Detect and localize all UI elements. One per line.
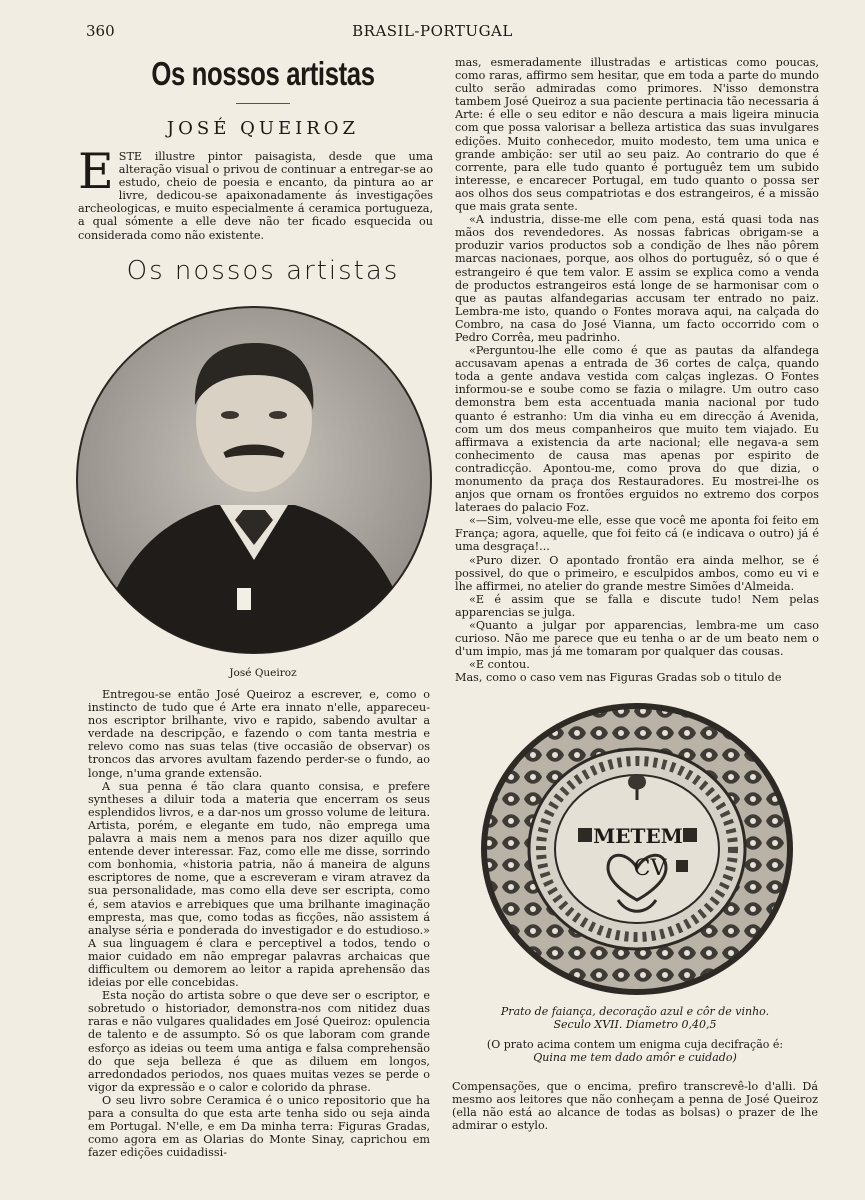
paragraph: Esta noção do artista sobre o que deve ser o escriptor, e sobretudo o historiador, demonstra-nos com nitidez duas raras e não vulgares qualidades em José Queiroz: opulencia de talento e de assumpto. Só os que laboram com grande esforço as ideias ou teem uma antiga e falsa comprehensão do que seja belleza é que as diluem em longos, arredondados periodos, nos quaes muitas vezes se perde o vigor da expressão e o calor e colorido da phrase. [88,989,430,1094]
portrait-caption: José Queiroz [229,667,297,679]
drop-cap: E [78,143,114,200]
paragraph: «E é assim que se falla e discute tudo! Nem pelas apparencias se julga. [455,592,819,619]
article-subtitle: JOSÉ QUEIROZ [166,118,360,139]
intro-text: STE illustre pintor paisagista, desde que uma alteração visual o privou de continuar a entregar-se ao estudo, cheio de poesia e encanto, da pintura ao ar livre, dedicou-se apaixonadamente ás investigações archeologicas, e muito especialmente á ceramica portugueza, a qual sómente a elle deve não ter ficado esquecida ou considerada como não existente. [78,150,433,242]
right-column-body [455,56,819,685]
paragraph: «E contou. [469,658,530,672]
paragraph: Entregou-se então José Queiroz a escrever, e, como o instincto de tudo que é Arte era innato n'elle, appareceu-nos escriptor brilhante, vivo e rapido, sabendo avultar a verdade na descripção, e fazendo o com tanta mestria e relevo como nas suas telas (tive occasião de observar) os troncos das arvores avultam fazendo perder-se o fundo, ao longe, n'uma grande extensão. [88,688,430,780]
paragraph: «Quanto a julgar por apparencias, lembra-me um caso curioso. Não me parece que eu tenha o ar de um beato nem o d'um impio, mas já me tomaram por qualquer das cousas. [455,619,819,659]
article-title: Os nossos artistas [151,55,375,92]
plate-caption-line: (O prato acima contem um enigma cuja decifração é: [486,1038,784,1051]
page-number: 360 [86,22,115,40]
paragraph: Mas, como o caso vem nas Figuras Gradas sob o titulo de [455,671,782,685]
left-column-body [88,688,430,1159]
plate-caption-line: Seculo XVII. Diametro 0,40,5 [553,1018,717,1031]
paragraph: A sua penna é tão clara quanto consisa, e prefere syntheses a diluir toda a materia que encerram os seus esplendidos livros, e a dar-nos um grosso volume de leitura. Artista, porém, e elegante em tudo, não emprega uma palavra a mais nem a menos para nos dizer aquillo que entende dever interessar. Faz, como elle me disse, sorrindo com bonhomia, «historia patria, não á maneira de alguns escriptores de nome, que a escreveram e viram atravez da sua personalidade, mas como ella deve ser escripta, como é, sem atavios e arrebiques que uma brilhante imaginação empresta, mas que, como todas as ficções, não assistem á analyse séria e ponderada do investigador e do estudioso.» A sua linguagem é clara e perceptivel a todos, tendo o maior cuidado em não empregar palavras archaicas que difficultem ou demorem ao leitor a rapida aprehensão das ideias por elle concebidas. [88,779,430,990]
paragraph: «Puro dizer. O apontado frontão era ainda melhor, se é possivel, do que o primeiro, e esculpidos ambos, como eu vi e lhe affirmei, no atelier do grande mestre Simões d'Almeida. [455,553,819,593]
plate-enigma-caption [440,1038,830,1064]
plate-caption [440,1005,830,1031]
paragraph: mas, esmeradamente illustradas e artisticas como poucas, como raras, affirmo sem hesitar, que em toda a parte do mundo culto serão admiradas como primores. N'isso demonstra tambem José Queiroz a sua paciente pertinacia tão necessaria á Arte: é elle o seu editor e não descura a mais ligeira minucia com que possa valorisar a belleza artistica das suas invulgares edições. Muito conhecedor, muito modesto, tem uma unica e grande ambição: ser util ao seu paiz. Ao contrario do que é corrente, para elle tudo quanto é portuguêz tem um subido interesse, e encarecer Portugal, em tudo quanto o possa ser aos olhos dos seus compatriotas e dos estrangeiros, é a missão que mais grata sente. [455,56,819,214]
paragraph: «Perguntou-lhe elle como é que as pautas da alfandega accusavam apenas a entrada de 36 cortes de calça, quando toda a gente andava vestida com calças inglezas. O Fontes informou-se e soube como se fazia o milagre. Um outro caso demonstra bem esta accentuada mania nacional por tudo quanto é estranho: Um dia vinha eu em direcção á Avenida, com um dos meus companheiros que muito tem viajado. Eu affirmava a existencia da arte nacional; elle negava-a sem conhecimento de causa mas apenas por espirito de contradicção. Apontou-me, como prova do que dizia, o monumento da praça dos Restauradores. Eu mostrei-lhe os anjos que ornam os frontões erguidos no extremo dos corpos lateraes do palacio Foz. [455,344,819,515]
plate-caption-line: Prato de faiança, decoração azul e côr de vinho. [500,1005,770,1018]
title-divider [236,103,290,104]
plate-inscription-line2: CV [633,856,667,881]
intro-paragraph [78,143,433,242]
plate-caption-line: Quina me tem dado amôr e cuidado) [533,1051,737,1064]
paragraph: «A industria, disse-me elle com pena, está quasi toda nas mãos dos revendedores. As nossas fabricas obrigam-se a produzir varios productos sob a condição de lhes não pôrem marcas nacionaes, porque, aos olhos do portuguêz, só o que é estrangeiro é que tem valor. E assim se explica como a venda de productos estrangeiros está longe de se harmonisar com o que as pautas alfandegarias accusam ter entrado no paiz. Lembra-me isto, quando o Fontes morava aqui, na calçada do Combro, na casa do José Vianna, um facto occorrido com o Pedro Corrêa, meu padrinho. [455,213,819,344]
plate-inscription-line1: METEM [593,824,683,848]
paragraph: O seu livro sobre Ceramica é o unico repositorio que ha para a consulta do que esta arte tenha sido ou seja ainda em Portugal. N'elle, e em Da minha terra: Figuras Gradas, como agora em as Olarias do Monte Sinay, caprichou em fazer edições cuidadissi- [88,1093,430,1160]
section-title: Os nossos artistas [126,256,400,286]
paragraph: Compensações, que o encima, prefiro transcrevê-lo d'alli. Dá mesmo aos leitores que não conheçam a penna de José Queiroz (ella não está ao alcance de todas as bolsas) o prazer de lhe admirar o estylo. [452,1080,818,1133]
paragraph: «—Sim, volveu-me elle, esse que você me aponta foi feito em França; agora, aquelle, que foi feito cá (e indicava o outro) já é uma desgraça!... [455,514,819,554]
portrait-photo [75,305,433,655]
running-title: BRASIL-PORTUGAL [352,22,513,40]
closing-paragraph [452,1080,818,1132]
faience-plate-photo [478,700,796,998]
